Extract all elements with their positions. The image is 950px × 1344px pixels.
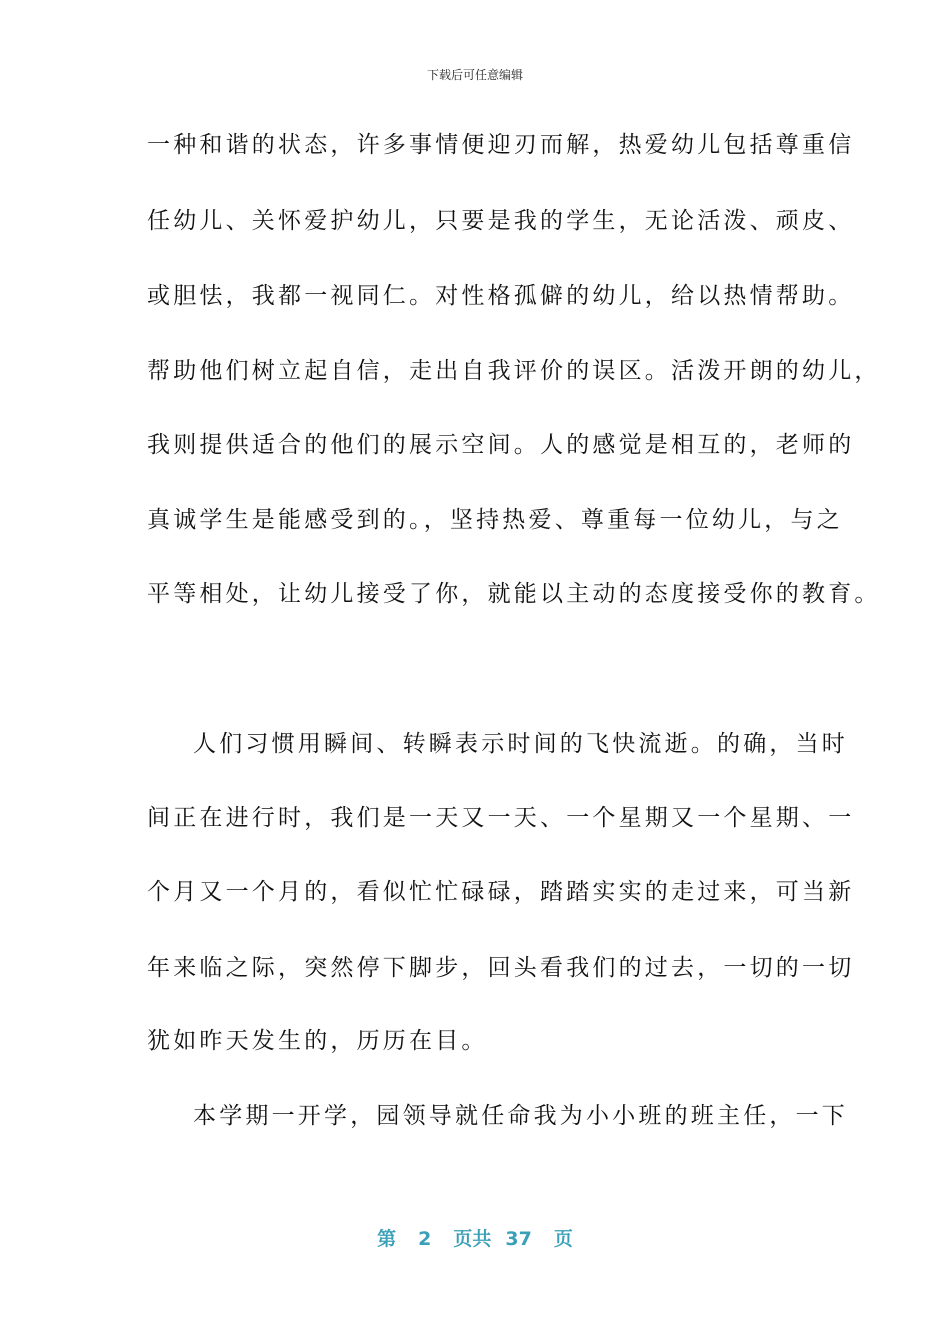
text-line: 人们习惯用瞬间、转瞬表示时间的飞快流逝。的确，当时 — [193, 731, 848, 757]
text-line: 本学期一开学，园领导就任命我为小小班的班主任，一下 — [193, 1103, 848, 1129]
text-line: 年来临之际，突然停下脚步，回头看我们的过去，一切的一切 — [147, 955, 855, 981]
footer-prefix: 第 — [377, 1228, 397, 1250]
page-header: 下载后可任意编辑 — [426, 68, 523, 82]
text-line: 间正在进行时，我们是一天又一天、一个星期又一个星期、一 — [147, 805, 855, 831]
footer-page-number: 2 — [418, 1228, 432, 1250]
text-line: 任幼儿、关怀爱护幼儿，只要是我的学生，无论活泼、顽皮、 — [147, 208, 855, 234]
text-line: 真诚学生是能感受到的。，坚持热爱、尊重每一位幼儿，与之 — [147, 507, 843, 533]
text-line: 一种和谐的状态，许多事情便迎刃而解，热爱幼儿包括尊重信 — [147, 132, 855, 158]
text-line: 犹如昨天发生的，历历在目。 — [147, 1028, 488, 1054]
footer-total-pages: 37 — [505, 1228, 532, 1250]
text-line: 帮助他们树立起自信，走出自我评价的误区。活泼开朗的幼儿， — [147, 358, 881, 384]
text-line: 或胆怯，我都一视同仁。对性格孤僻的幼儿，给以热情帮助。 — [147, 283, 855, 309]
footer-suffix: 页 — [553, 1228, 573, 1250]
text-line: 平等相处，让幼儿接受了你，就能以主动的态度接受你的教育。 — [147, 581, 881, 607]
text-line: 个月又一个月的，看似忙忙碌碌，踏踏实实的走过来，可当新 — [147, 879, 855, 905]
page-footer — [0, 1224, 950, 1251]
text-line: 我则提供适合的他们的展示空间。人的感觉是相互的，老师的 — [147, 432, 855, 458]
footer-middle: 页共 — [453, 1228, 492, 1250]
